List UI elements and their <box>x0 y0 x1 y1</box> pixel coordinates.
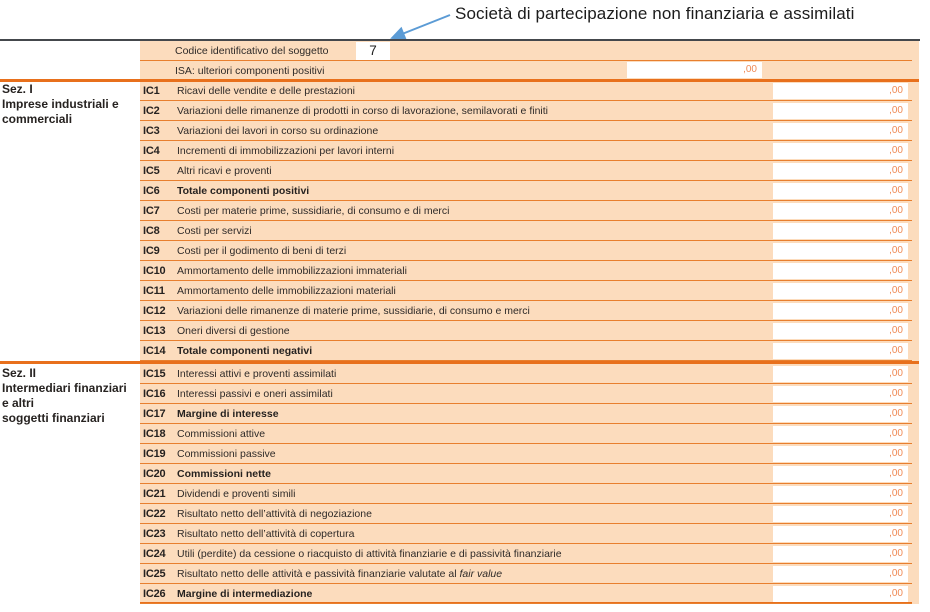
row-code: IC1 <box>143 85 160 97</box>
row-label <box>177 281 396 301</box>
amount-field-ic23[interactable] <box>773 526 908 542</box>
row-label <box>177 364 336 384</box>
row-label <box>177 384 333 404</box>
form-row-ic12 <box>140 301 919 321</box>
row-label <box>177 161 272 181</box>
row-label <box>177 464 271 484</box>
amount-placeholder: ,00 <box>889 508 903 519</box>
row-code: IC5 <box>143 165 160 177</box>
amount-placeholder: ,00 <box>889 408 903 419</box>
amount-placeholder: ,00 <box>889 488 903 499</box>
row-label-text: Oneri diversi di gestione <box>177 325 290 337</box>
amount-placeholder: ,00 <box>889 588 903 599</box>
amount-field-ic7[interactable] <box>773 203 908 219</box>
row-label-text: Utili (perdite) da cessione o riacquisto di attività finanziarie e di passività finanziarie <box>177 548 562 560</box>
form-row-ic25 <box>140 564 919 584</box>
amount-field-ic12[interactable] <box>773 303 908 319</box>
row-label <box>177 241 346 261</box>
amount-field-ic3[interactable] <box>773 123 908 139</box>
section-title-line: Intermediari finanziari <box>2 381 127 395</box>
row-label <box>177 81 355 101</box>
row-label <box>177 524 354 544</box>
isa-label: ISA: ulteriori componenti positivi <box>175 65 325 77</box>
row-label <box>177 444 276 464</box>
amount-placeholder: ,00 <box>889 305 903 316</box>
row-label <box>177 181 309 201</box>
annotation-label: Società di partecipazione non finanziaria e assimilati <box>455 4 855 23</box>
amount-placeholder: ,00 <box>889 285 903 296</box>
amount-field-ic24[interactable] <box>773 546 908 562</box>
row-separator <box>140 603 912 604</box>
amount-field-ic21[interactable] <box>773 486 908 502</box>
section-title-2 <box>2 366 127 426</box>
row-label <box>177 321 290 341</box>
row-code: IC7 <box>143 205 160 217</box>
amount-placeholder: ,00 <box>889 225 903 236</box>
row-label-text: Variazioni delle rimanenze di materie prime, sussidiarie, di consumo e merci <box>177 305 530 317</box>
amount-field-ic5[interactable] <box>773 163 908 179</box>
amount-placeholder: ,00 <box>889 548 903 559</box>
amount-placeholder: ,00 <box>889 325 903 336</box>
form-row-ic20 <box>140 464 919 484</box>
row-label-text: Totale componenti negativi <box>177 345 313 357</box>
row-label-text: Variazioni delle rimanenze di prodotti in corso di lavorazione, semilavorati e finiti <box>177 105 548 117</box>
row-code: IC22 <box>143 508 166 520</box>
amount-placeholder: ,00 <box>889 528 903 539</box>
row-label-text: Margine di interesse <box>177 408 279 420</box>
row-label-text: Interessi attivi e proventi assimilati <box>177 368 337 380</box>
row-label-text: Risultato netto delle attività e passività finanziarie valutate al <box>177 568 460 580</box>
row-label <box>177 424 265 444</box>
amount-field-ic20[interactable] <box>773 466 908 482</box>
amount-field-ic18[interactable] <box>773 426 908 442</box>
row-label <box>177 341 312 361</box>
row-label-text: Ammortamento delle immobilizzazioni immateriali <box>177 265 407 277</box>
row-code: IC16 <box>143 388 166 400</box>
row-code: IC14 <box>143 345 166 357</box>
form-row-ic6 <box>140 181 919 201</box>
row-label-text: Margine di intermediazione <box>177 588 313 600</box>
row-label-text: Commissioni attive <box>177 428 266 440</box>
row-label <box>177 221 252 241</box>
form-row-ic11 <box>140 281 919 301</box>
amount-field-ic11[interactable] <box>773 283 908 299</box>
form-row-ic17 <box>140 404 919 424</box>
form-row-ic9 <box>140 241 919 261</box>
row-label-italic-text: fair value <box>459 568 503 580</box>
row-label <box>177 301 530 321</box>
amount-placeholder: ,00 <box>889 448 903 459</box>
form-row-ic8 <box>140 221 919 241</box>
section-title-line: e altri <box>2 396 35 410</box>
amount-field-ic25[interactable] <box>773 566 908 582</box>
row-label-text: Ammortamento delle immobilizzazioni materiali <box>177 285 396 297</box>
row-label <box>177 141 394 161</box>
amount-placeholder: ,00 <box>889 468 903 479</box>
row-label-text: Commissioni passive <box>177 448 276 460</box>
amount-placeholder: ,00 <box>889 165 903 176</box>
row-label-text: Costi per servizi <box>177 225 252 237</box>
amount-placeholder: ,00 <box>743 64 757 75</box>
row-label-text: Ricavi delle vendite e delle prestazioni <box>177 85 356 97</box>
row-code: IC23 <box>143 528 166 540</box>
form-row-ic4 <box>140 141 919 161</box>
row-label <box>177 564 502 584</box>
row-code: IC10 <box>143 265 166 277</box>
row-code: IC9 <box>143 245 160 257</box>
form-row-ic3 <box>140 121 919 141</box>
form-row-ic16 <box>140 384 919 404</box>
row-label-text: Risultato netto dell’attività di negoziazione <box>177 508 372 520</box>
row-label <box>177 504 372 524</box>
amount-placeholder: ,00 <box>889 205 903 216</box>
row-label-text: Altri ricavi e proventi <box>177 165 272 177</box>
amount-field-ic8[interactable] <box>773 223 908 239</box>
row-label-text: Dividendi e proventi simili <box>177 488 296 500</box>
amount-placeholder: ,00 <box>889 265 903 276</box>
row-code: IC4 <box>143 145 160 157</box>
row-code: IC26 <box>143 588 166 600</box>
row-label <box>177 101 548 121</box>
form-row-ic10 <box>140 261 919 281</box>
row-label <box>177 201 450 221</box>
amount-field-ic4[interactable] <box>773 143 908 159</box>
row-code: IC13 <box>143 325 166 337</box>
amount-placeholder: ,00 <box>889 428 903 439</box>
row-label <box>177 484 295 504</box>
amount-placeholder: ,00 <box>889 85 903 96</box>
form-row-ic22 <box>140 504 919 524</box>
row-code: IC19 <box>143 448 166 460</box>
amount-placeholder: ,00 <box>889 345 903 356</box>
row-code: IC8 <box>143 225 160 237</box>
row-label-text: Risultato netto dell’attività di copertura <box>177 528 355 540</box>
amount-placeholder: ,00 <box>889 125 903 136</box>
section-title-1 <box>2 82 119 127</box>
row-label-text: Totale componenti positivi <box>177 185 310 197</box>
amount-field-ic19[interactable] <box>773 446 908 462</box>
form-row-ic7 <box>140 201 919 221</box>
row-code: IC25 <box>143 568 166 580</box>
section-title-line: soggetti finanziari <box>2 411 105 425</box>
row-code: IC3 <box>143 125 160 137</box>
row-label <box>177 121 378 141</box>
form-row-ic18 <box>140 424 919 444</box>
amount-placeholder: ,00 <box>889 388 903 399</box>
row-label-text: Variazioni dei lavori in corso su ordinazione <box>177 125 379 137</box>
form-row-ic14 <box>140 341 919 361</box>
amount-field-ic15[interactable] <box>773 366 908 382</box>
row-label-text: Commissioni nette <box>177 468 271 480</box>
row-code: IC17 <box>143 408 166 420</box>
form-row-ic26 <box>140 584 919 604</box>
section-title-line: Sez. I <box>2 82 33 96</box>
row-code: IC21 <box>143 488 166 500</box>
row-separator <box>140 60 912 61</box>
form-row-ic13 <box>140 321 919 341</box>
row-code: IC2 <box>143 105 160 117</box>
row-label-text: Incrementi di immobilizzazioni per lavori interni <box>177 145 395 157</box>
codice-identificativo-label: Codice identificativo del soggetto <box>175 45 329 57</box>
section-title-line: Imprese industriali e <box>2 97 119 111</box>
section-title-line: commerciali <box>2 112 73 126</box>
amount-field-ic13[interactable] <box>773 323 908 339</box>
amount-field-ic26[interactable] <box>773 586 908 602</box>
amount-placeholder: ,00 <box>889 185 903 196</box>
amount-field-ic17[interactable] <box>773 406 908 422</box>
row-label <box>177 584 312 604</box>
row-code: IC24 <box>143 548 166 560</box>
amount-field-ic10[interactable] <box>773 263 908 279</box>
row-label-text: Interessi passivi e oneri assimilati <box>177 388 333 400</box>
row-label-text: Costi per materie prime, sussidiarie, di consumo e di merci <box>177 205 450 217</box>
form-row-ic15 <box>140 364 919 384</box>
row-separator <box>140 360 912 361</box>
row-label <box>177 544 562 564</box>
form-row-ic24 <box>140 544 919 564</box>
amount-field-ic16[interactable] <box>773 386 908 402</box>
amount-placeholder: ,00 <box>889 105 903 116</box>
form-row-ic21 <box>140 484 919 504</box>
isa-amount-field[interactable] <box>627 62 762 78</box>
amount-placeholder: ,00 <box>889 568 903 579</box>
form-row-ic19 <box>140 444 919 464</box>
amount-field-ic9[interactable] <box>773 243 908 259</box>
form-row-ic5 <box>140 161 919 181</box>
amount-field-ic6[interactable] <box>773 183 908 199</box>
row-label-text: Costi per il godimento di beni di terzi <box>177 245 347 257</box>
amount-placeholder: ,00 <box>889 245 903 256</box>
row-code: IC18 <box>143 428 166 440</box>
amount-field-ic14[interactable] <box>773 343 908 359</box>
row-label <box>177 261 407 281</box>
amount-field-ic1[interactable] <box>773 83 908 99</box>
row-code: IC15 <box>143 368 166 380</box>
row-code: IC11 <box>143 285 165 297</box>
amount-placeholder: ,00 <box>889 368 903 379</box>
form-row-ic1 <box>140 81 919 101</box>
amount-field-ic22[interactable] <box>773 506 908 522</box>
codice-identificativo-value: 7 <box>369 43 377 58</box>
amount-field-ic2[interactable] <box>773 103 908 119</box>
form-row-ic23 <box>140 524 919 544</box>
row-code: IC12 <box>143 305 166 317</box>
section-title-line: Sez. II <box>2 366 37 380</box>
row-code: IC20 <box>143 468 166 480</box>
codice-identificativo-field[interactable] <box>356 42 390 60</box>
row-label <box>177 404 279 424</box>
amount-placeholder: ,00 <box>889 145 903 156</box>
form-row-ic2 <box>140 101 919 121</box>
row-code: IC6 <box>143 185 160 197</box>
